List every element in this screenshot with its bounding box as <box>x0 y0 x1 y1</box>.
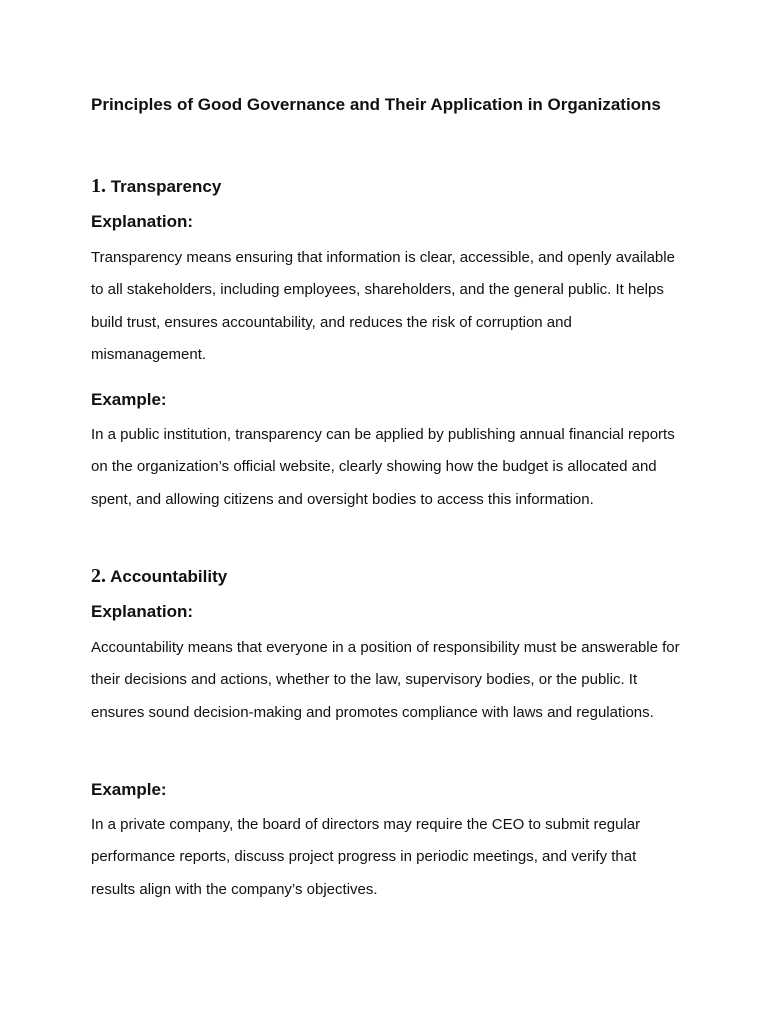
example-label: Example: <box>91 390 167 409</box>
example-text: In a private company, the board of directors may require the CEO to submit regular performance reports, discuss project progress in periodic meetings, and verify that results align with the company’s objectives. <box>91 816 641 898</box>
example-text: In a public institution, transparency can be applied by publishing annual financial reports on the organization’s official website, clearly showing how the budget is allocated and spent, and allowing citizens and oversight bodies to access this information. <box>91 426 675 508</box>
section-heading-transparency <box>91 174 221 199</box>
document-title: Principles of Good Governance and Their Application in Organizations <box>91 95 661 114</box>
explanation-text: Transparency means ensuring that information is clear, accessible, and openly available to all stakeholders, including employees, shareholders, and the general public. It helps build trust, ensures accountability, and reduces the risk of corruption and mismanagement. <box>91 249 675 363</box>
section-heading-accountability <box>91 564 227 589</box>
section-title: Transparency <box>110 177 222 196</box>
example-label: Example: <box>91 780 167 799</box>
explanation-label: Explanation: <box>91 602 194 621</box>
section-title: Accountability <box>110 567 228 586</box>
section-number: 1. <box>91 175 106 197</box>
explanation-text: Accountability means that everyone in a position of responsibility must be answerable for their decisions and actions, whether to the law, supervisory bodies, or the public. It ensures sound decision-making and promotes compliance with laws and regulations. <box>91 639 680 721</box>
section-number: 2. <box>91 565 106 587</box>
explanation-label: Explanation: <box>91 212 194 231</box>
